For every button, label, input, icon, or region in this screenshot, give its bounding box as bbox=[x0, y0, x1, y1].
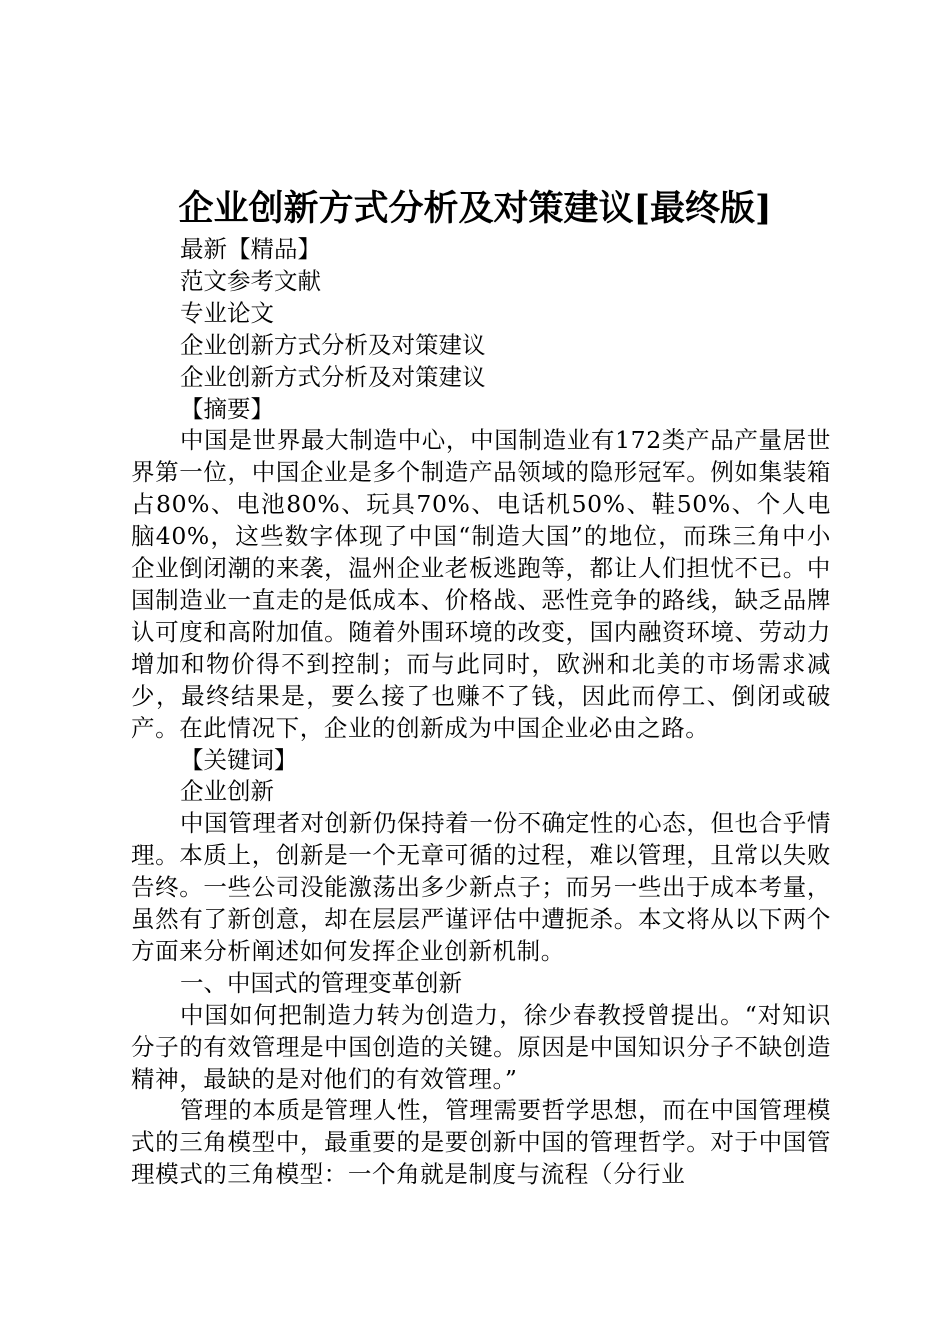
keywords-heading: 【关键词】 bbox=[180, 745, 298, 774]
document-title: 企业创新方式分析及对策建议[最终版] bbox=[178, 188, 772, 229]
header-line-topic-repeat: 企业创新方式分析及对策建议 bbox=[180, 362, 486, 391]
abstract-heading: 【摘要】 bbox=[180, 394, 274, 423]
body-paragraph-3: 管理的本质是管理人性，管理需要哲学思想，而在中国管理模式的三角模型中，最重要的是要创新中国的管理哲学。对于中国管理模式的三角模型：一个角就是制度与流程（分行业 bbox=[131, 1096, 831, 1189]
body-paragraph-2: 中国如何把制造力转为创造力，徐少春教授曾提出。“对知识分子的有效管理是中国创造的关键。原因是中国知识分子不缺创造精神，最缺的是对他们的有效管理。” bbox=[131, 1000, 831, 1093]
keywords-value: 企业创新 bbox=[180, 777, 274, 806]
document-body bbox=[131, 234, 831, 1191]
header-line-topic: 企业创新方式分析及对策建议 bbox=[180, 330, 486, 359]
abstract-paragraph: 中国是世界最大制造中心，中国制造业有172类产品产量居世界第一位，中国企业是多个制造产品领域的隐形冠军。例如集装箱占80%、电池80%、玩具70%、电话机50%、鞋50%、个人电脑40%，这些数字体现了中国“制造大国”的地位，而珠三角中小企业倒闭潮的来袭，温州企业老板逃跑等，都让人们担忧不已。中国制造业一直走的是低成本、价格战、恶性竞争的路线，缺乏品牌认可度和高附加值。随着外围环境的改变，国内融资环境、劳动力增加和物价得不到控制；而与此同时，欧洲和北美的市场需求减少，最终结果是，要么接了也赚不了钱，因此而停工、倒闭或破产。在此情况下，企业的创新成为中国企业必由之路。 bbox=[131, 426, 831, 742]
header-line-latest: 最新【精品】 bbox=[180, 235, 321, 263]
section-heading-1: 一、中国式的管理变革创新 bbox=[180, 968, 462, 997]
body-paragraph-1: 中国管理者对创新仍保持着一份不确定性的心态，但也合乎情理。本质上，创新是一个无章可循的过程，难以管理，且常以失败告终。一些公司没能激荡出多少新点子；而另一些出于成本考量，虽然有了新创意，却在层层严谨评估中遭扼杀。本文将从以下两个方面来分析阐述如何发挥企业创新机制。 bbox=[131, 809, 831, 965]
header-line-paper: 专业论文 bbox=[180, 298, 274, 327]
header-line-references: 范文参考文献 bbox=[180, 266, 321, 295]
